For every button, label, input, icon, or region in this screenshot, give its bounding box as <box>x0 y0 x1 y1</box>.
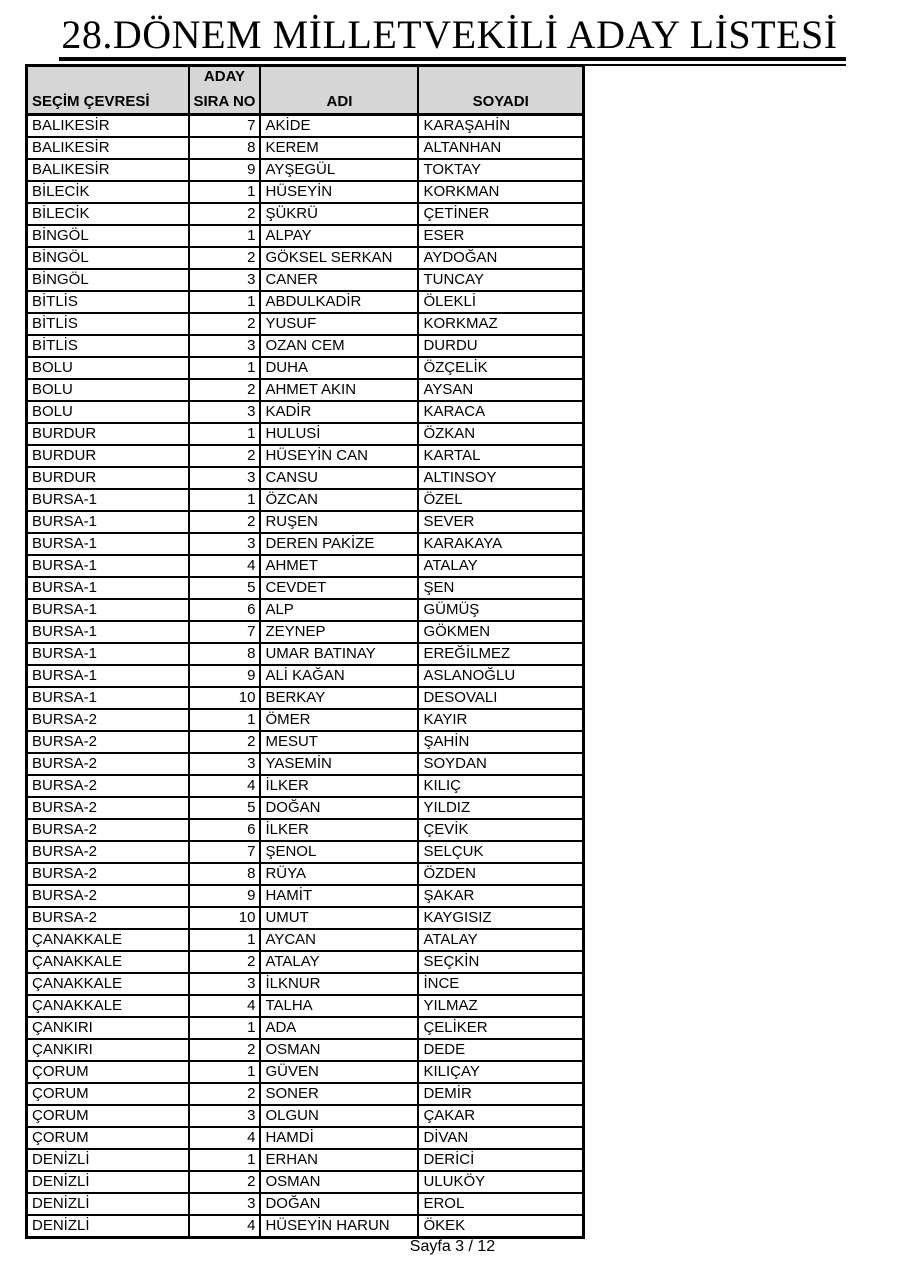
cell-surname: ÇEVİK <box>418 819 583 841</box>
cell-district: DENİZLİ <box>27 1193 189 1215</box>
cell-district: BURSA-2 <box>27 731 189 753</box>
cell-district: BURSA-1 <box>27 643 189 665</box>
cell-name: İLKER <box>260 775 418 797</box>
cell-surname: YILDIZ <box>418 797 583 819</box>
cell-district: ÇORUM <box>27 1061 189 1083</box>
table-row <box>27 1193 584 1215</box>
cell-name: DOĞAN <box>260 1193 418 1215</box>
cell-name: KADİR <box>260 401 418 423</box>
cell-order: 1 <box>189 423 261 445</box>
cell-district: BURSA-1 <box>27 665 189 687</box>
cell-order: 1 <box>189 181 261 203</box>
cell-name: TALHA <box>260 995 418 1017</box>
cell-order: 1 <box>189 357 261 379</box>
cell-name: YASEMİN <box>260 753 418 775</box>
table-row <box>27 995 584 1017</box>
cell-order: 4 <box>189 1127 261 1149</box>
table-row <box>27 379 584 401</box>
table-row <box>27 599 584 621</box>
cell-surname: DURDU <box>418 335 583 357</box>
table-row <box>27 951 584 973</box>
cell-district: BOLU <box>27 379 189 401</box>
cell-district: BURSA-1 <box>27 577 189 599</box>
table-row <box>27 555 584 577</box>
cell-surname: KORKMAN <box>418 181 583 203</box>
table-row <box>27 775 584 797</box>
table-row <box>27 1149 584 1171</box>
cell-surname: ŞEN <box>418 577 583 599</box>
cell-district: BİTLİS <box>27 291 189 313</box>
cell-surname: EROL <box>418 1193 583 1215</box>
table-row <box>27 225 584 247</box>
cell-name: UMAR BATINAY <box>260 643 418 665</box>
cell-name: OSMAN <box>260 1171 418 1193</box>
cell-surname: KARAKAYA <box>418 533 583 555</box>
cell-surname: TOKTAY <box>418 159 583 181</box>
cell-order: 1 <box>189 1017 261 1039</box>
cell-order: 3 <box>189 335 261 357</box>
cell-district: BURSA-1 <box>27 687 189 709</box>
cell-surname: ÖZEL <box>418 489 583 511</box>
cell-order: 8 <box>189 643 261 665</box>
cell-name: ALİ KAĞAN <box>260 665 418 687</box>
cell-name: İLKER <box>260 819 418 841</box>
cell-name: HÜSEYİN <box>260 181 418 203</box>
cell-name: ÖMER <box>260 709 418 731</box>
cell-surname: KARAŞAHİN <box>418 115 583 138</box>
cell-district: BİLECİK <box>27 181 189 203</box>
cell-surname: KILIÇAY <box>418 1061 583 1083</box>
cell-order: 9 <box>189 159 261 181</box>
table-row <box>27 797 584 819</box>
cell-order: 2 <box>189 1171 261 1193</box>
cell-district: BURSA-1 <box>27 511 189 533</box>
cell-order: 2 <box>189 445 261 467</box>
cell-surname: DEMİR <box>418 1083 583 1105</box>
cell-surname: KILIÇ <box>418 775 583 797</box>
cell-surname: İNCE <box>418 973 583 995</box>
table-row <box>27 357 584 379</box>
cell-name: SONER <box>260 1083 418 1105</box>
table-row <box>27 665 584 687</box>
table-row <box>27 445 584 467</box>
title-underline-block <box>59 14 845 66</box>
cell-district: BURSA-2 <box>27 797 189 819</box>
cell-name: YUSUF <box>260 313 418 335</box>
cell-order: 1 <box>189 225 261 247</box>
cell-name: CANER <box>260 269 418 291</box>
table-row <box>27 929 584 951</box>
cell-surname: KAYGISIZ <box>418 907 583 929</box>
cell-district: ÇANKIRI <box>27 1039 189 1061</box>
cell-name: ŞENOL <box>260 841 418 863</box>
cell-surname: AYSAN <box>418 379 583 401</box>
cell-order: 3 <box>189 467 261 489</box>
cell-district: ÇANAKKALE <box>27 995 189 1017</box>
cell-surname: ÖZDEN <box>418 863 583 885</box>
cell-order: 3 <box>189 1105 261 1127</box>
header-order-line2: SIRA NO <box>193 93 256 110</box>
table-row <box>27 313 584 335</box>
cell-surname: SEVER <box>418 511 583 533</box>
table-row <box>27 159 584 181</box>
header-surname: SOYADI <box>418 66 583 115</box>
cell-surname: SELÇUK <box>418 841 583 863</box>
cell-district: BURSA-2 <box>27 885 189 907</box>
cell-surname: ÖZÇELİK <box>418 357 583 379</box>
cell-name: CEVDET <box>260 577 418 599</box>
cell-name: HAMİT <box>260 885 418 907</box>
page-number-label: Sayfa 3 / 12 <box>409 1238 496 1255</box>
cell-surname: KARTAL <box>418 445 583 467</box>
cell-surname: ASLANOĞLU <box>418 665 583 687</box>
cell-name: AKİDE <box>260 115 418 138</box>
table-row <box>27 643 584 665</box>
header-row <box>27 66 584 115</box>
cell-district: BURDUR <box>27 445 189 467</box>
cell-name: CANSU <box>260 467 418 489</box>
title-row <box>0 14 905 66</box>
cell-name: HULUSİ <box>260 423 418 445</box>
cell-name: GÜVEN <box>260 1061 418 1083</box>
cell-district: BURSA-2 <box>27 907 189 929</box>
cell-name: HÜSEYİN CAN <box>260 445 418 467</box>
cell-name: AHMET AKIN <box>260 379 418 401</box>
cell-order: 5 <box>189 577 261 599</box>
cell-district: BURSA-2 <box>27 709 189 731</box>
cell-order: 1 <box>189 709 261 731</box>
cell-order: 7 <box>189 115 261 138</box>
cell-district: BİNGÖL <box>27 269 189 291</box>
cell-surname: ATALAY <box>418 555 583 577</box>
table-row <box>27 819 584 841</box>
cell-surname: ÖLEKLİ <box>418 291 583 313</box>
table-row <box>27 907 584 929</box>
cell-district: BURSA-1 <box>27 533 189 555</box>
cell-district: BURDUR <box>27 467 189 489</box>
table-row <box>27 1127 584 1149</box>
cell-name: HAMDİ <box>260 1127 418 1149</box>
cell-district: BİNGÖL <box>27 225 189 247</box>
table-row <box>27 247 584 269</box>
cell-order: 3 <box>189 533 261 555</box>
cell-surname: TUNCAY <box>418 269 583 291</box>
cell-name: ALP <box>260 599 418 621</box>
cell-surname: ALTANHAN <box>418 137 583 159</box>
table-row <box>27 973 584 995</box>
cell-name: ERHAN <box>260 1149 418 1171</box>
table-row <box>27 467 584 489</box>
cell-name: KEREM <box>260 137 418 159</box>
cell-surname: DEDE <box>418 1039 583 1061</box>
cell-order: 9 <box>189 665 261 687</box>
cell-order: 1 <box>189 291 261 313</box>
cell-order: 4 <box>189 555 261 577</box>
cell-name: ADA <box>260 1017 418 1039</box>
cell-name: RÜYA <box>260 863 418 885</box>
candidate-table <box>25 64 585 1239</box>
cell-district: BURSA-2 <box>27 775 189 797</box>
cell-order: 4 <box>189 995 261 1017</box>
table-row <box>27 335 584 357</box>
cell-district: BOLU <box>27 401 189 423</box>
cell-name: ŞÜKRÜ <box>260 203 418 225</box>
cell-order: 3 <box>189 401 261 423</box>
table-row <box>27 1039 584 1061</box>
cell-order: 2 <box>189 247 261 269</box>
table-row <box>27 203 584 225</box>
cell-district: BURSA-2 <box>27 819 189 841</box>
cell-district: BİTLİS <box>27 313 189 335</box>
cell-district: BURSA-2 <box>27 863 189 885</box>
cell-district: BİTLİS <box>27 335 189 357</box>
cell-name: HÜSEYİN HARUN <box>260 1215 418 1238</box>
table-row <box>27 753 584 775</box>
cell-district: ÇANKIRI <box>27 1017 189 1039</box>
cell-name: GÖKSEL SERKAN <box>260 247 418 269</box>
cell-district: BURSA-1 <box>27 555 189 577</box>
header-order-line1: ADAY <box>203 68 246 85</box>
table-row <box>27 1215 584 1238</box>
cell-order: 2 <box>189 379 261 401</box>
table-row <box>27 401 584 423</box>
cell-order: 6 <box>189 819 261 841</box>
cell-surname: SOYDAN <box>418 753 583 775</box>
cell-surname: ÖKEK <box>418 1215 583 1238</box>
cell-order: 7 <box>189 621 261 643</box>
table-row <box>27 181 584 203</box>
cell-district: BİNGÖL <box>27 247 189 269</box>
cell-district: BALIKESİR <box>27 115 189 138</box>
cell-name: ABDULKADİR <box>260 291 418 313</box>
cell-surname: ATALAY <box>418 929 583 951</box>
table-row <box>27 863 584 885</box>
table-row <box>27 577 584 599</box>
table-row <box>27 423 584 445</box>
cell-surname: ÇAKAR <box>418 1105 583 1127</box>
cell-surname: EREĞİLMEZ <box>418 643 583 665</box>
cell-surname: ULUKÖY <box>418 1171 583 1193</box>
cell-district: BURDUR <box>27 423 189 445</box>
cell-surname: SEÇKİN <box>418 951 583 973</box>
cell-name: DUHA <box>260 357 418 379</box>
cell-district: BURSA-1 <box>27 489 189 511</box>
cell-name: AHMET <box>260 555 418 577</box>
cell-order: 9 <box>189 885 261 907</box>
cell-surname: ÇELİKER <box>418 1017 583 1039</box>
cell-name: DOĞAN <box>260 797 418 819</box>
page-title: 28.DÖNEM MİLLETVEKİLİ ADAY LİSTESİ <box>59 14 845 61</box>
cell-surname: YILMAZ <box>418 995 583 1017</box>
cell-name: DEREN PAKİZE <box>260 533 418 555</box>
cell-order: 2 <box>189 313 261 335</box>
cell-order: 1 <box>189 489 261 511</box>
cell-order: 1 <box>189 1149 261 1171</box>
cell-order: 2 <box>189 731 261 753</box>
header-name: ADI <box>260 66 418 115</box>
cell-name: UMUT <box>260 907 418 929</box>
cell-district: ÇANAKKALE <box>27 929 189 951</box>
cell-name: ATALAY <box>260 951 418 973</box>
cell-surname: ÖZKAN <box>418 423 583 445</box>
table-row <box>27 511 584 533</box>
cell-order: 2 <box>189 1083 261 1105</box>
cell-order: 3 <box>189 1193 261 1215</box>
cell-surname: ÇETİNER <box>418 203 583 225</box>
cell-name: OZAN CEM <box>260 335 418 357</box>
cell-district: BOLU <box>27 357 189 379</box>
cell-name: AYŞEGÜL <box>260 159 418 181</box>
table-row <box>27 687 584 709</box>
cell-district: BURSA-2 <box>27 753 189 775</box>
cell-order: 1 <box>189 929 261 951</box>
cell-order: 10 <box>189 907 261 929</box>
table-row <box>27 709 584 731</box>
cell-order: 6 <box>189 599 261 621</box>
table-row <box>27 841 584 863</box>
cell-order: 3 <box>189 753 261 775</box>
cell-name: İLKNUR <box>260 973 418 995</box>
cell-district: BALIKESİR <box>27 159 189 181</box>
table-row <box>27 731 584 753</box>
candidate-table-body <box>27 115 584 1238</box>
cell-order: 2 <box>189 203 261 225</box>
header-order-lines <box>194 68 256 110</box>
header-district: SEÇİM ÇEVRESİ <box>27 66 189 115</box>
table-row <box>27 489 584 511</box>
table-row <box>27 621 584 643</box>
cell-order: 1 <box>189 1061 261 1083</box>
table-row <box>27 1017 584 1039</box>
cell-district: BALIKESİR <box>27 137 189 159</box>
table-header <box>27 66 584 115</box>
cell-surname: DESOVALI <box>418 687 583 709</box>
cell-district: BİLECİK <box>27 203 189 225</box>
cell-district: BURSA-2 <box>27 841 189 863</box>
cell-surname: DİVAN <box>418 1127 583 1149</box>
cell-order: 5 <box>189 797 261 819</box>
cell-name: MESUT <box>260 731 418 753</box>
cell-surname: KARACA <box>418 401 583 423</box>
cell-order: 2 <box>189 951 261 973</box>
cell-district: ÇORUM <box>27 1127 189 1149</box>
table-row <box>27 115 584 138</box>
cell-order: 7 <box>189 841 261 863</box>
cell-district: ÇANAKKALE <box>27 951 189 973</box>
cell-surname: KORKMAZ <box>418 313 583 335</box>
cell-surname: ŞAKAR <box>418 885 583 907</box>
cell-order: 10 <box>189 687 261 709</box>
cell-order: 4 <box>189 1215 261 1238</box>
cell-district: BURSA-1 <box>27 599 189 621</box>
cell-order: 8 <box>189 863 261 885</box>
cell-name: AYCAN <box>260 929 418 951</box>
cell-order: 3 <box>189 973 261 995</box>
cell-order: 2 <box>189 511 261 533</box>
cell-name: BERKAY <box>260 687 418 709</box>
table-row <box>27 533 584 555</box>
cell-surname: GÖKMEN <box>418 621 583 643</box>
table-row <box>27 885 584 907</box>
cell-surname: KAYIR <box>418 709 583 731</box>
cell-district: DENİZLİ <box>27 1215 189 1238</box>
cell-name: ÖZCAN <box>260 489 418 511</box>
table-row <box>27 1105 584 1127</box>
table-row <box>27 1171 584 1193</box>
table-row <box>27 1061 584 1083</box>
cell-surname: ESER <box>418 225 583 247</box>
table-row <box>27 1083 584 1105</box>
cell-district: DENİZLİ <box>27 1149 189 1171</box>
candidate-table-area <box>25 64 585 1239</box>
cell-surname: GÜMÜŞ <box>418 599 583 621</box>
cell-district: ÇORUM <box>27 1083 189 1105</box>
table-row <box>27 137 584 159</box>
cell-district: BURSA-1 <box>27 621 189 643</box>
cell-name: OLGUN <box>260 1105 418 1127</box>
cell-name: OSMAN <box>260 1039 418 1061</box>
cell-district: DENİZLİ <box>27 1171 189 1193</box>
cell-district: ÇORUM <box>27 1105 189 1127</box>
cell-name: ZEYNEP <box>260 621 418 643</box>
table-row <box>27 291 584 313</box>
cell-order: 3 <box>189 269 261 291</box>
cell-order: 2 <box>189 1039 261 1061</box>
cell-order: 8 <box>189 137 261 159</box>
table-row <box>27 269 584 291</box>
cell-surname: ALTINSOY <box>418 467 583 489</box>
header-order <box>189 66 261 115</box>
cell-surname: DERİCİ <box>418 1149 583 1171</box>
cell-district: ÇANAKKALE <box>27 973 189 995</box>
cell-surname: AYDOĞAN <box>418 247 583 269</box>
cell-name: ALPAY <box>260 225 418 247</box>
cell-name: RUŞEN <box>260 511 418 533</box>
cell-order: 4 <box>189 775 261 797</box>
cell-surname: ŞAHİN <box>418 731 583 753</box>
